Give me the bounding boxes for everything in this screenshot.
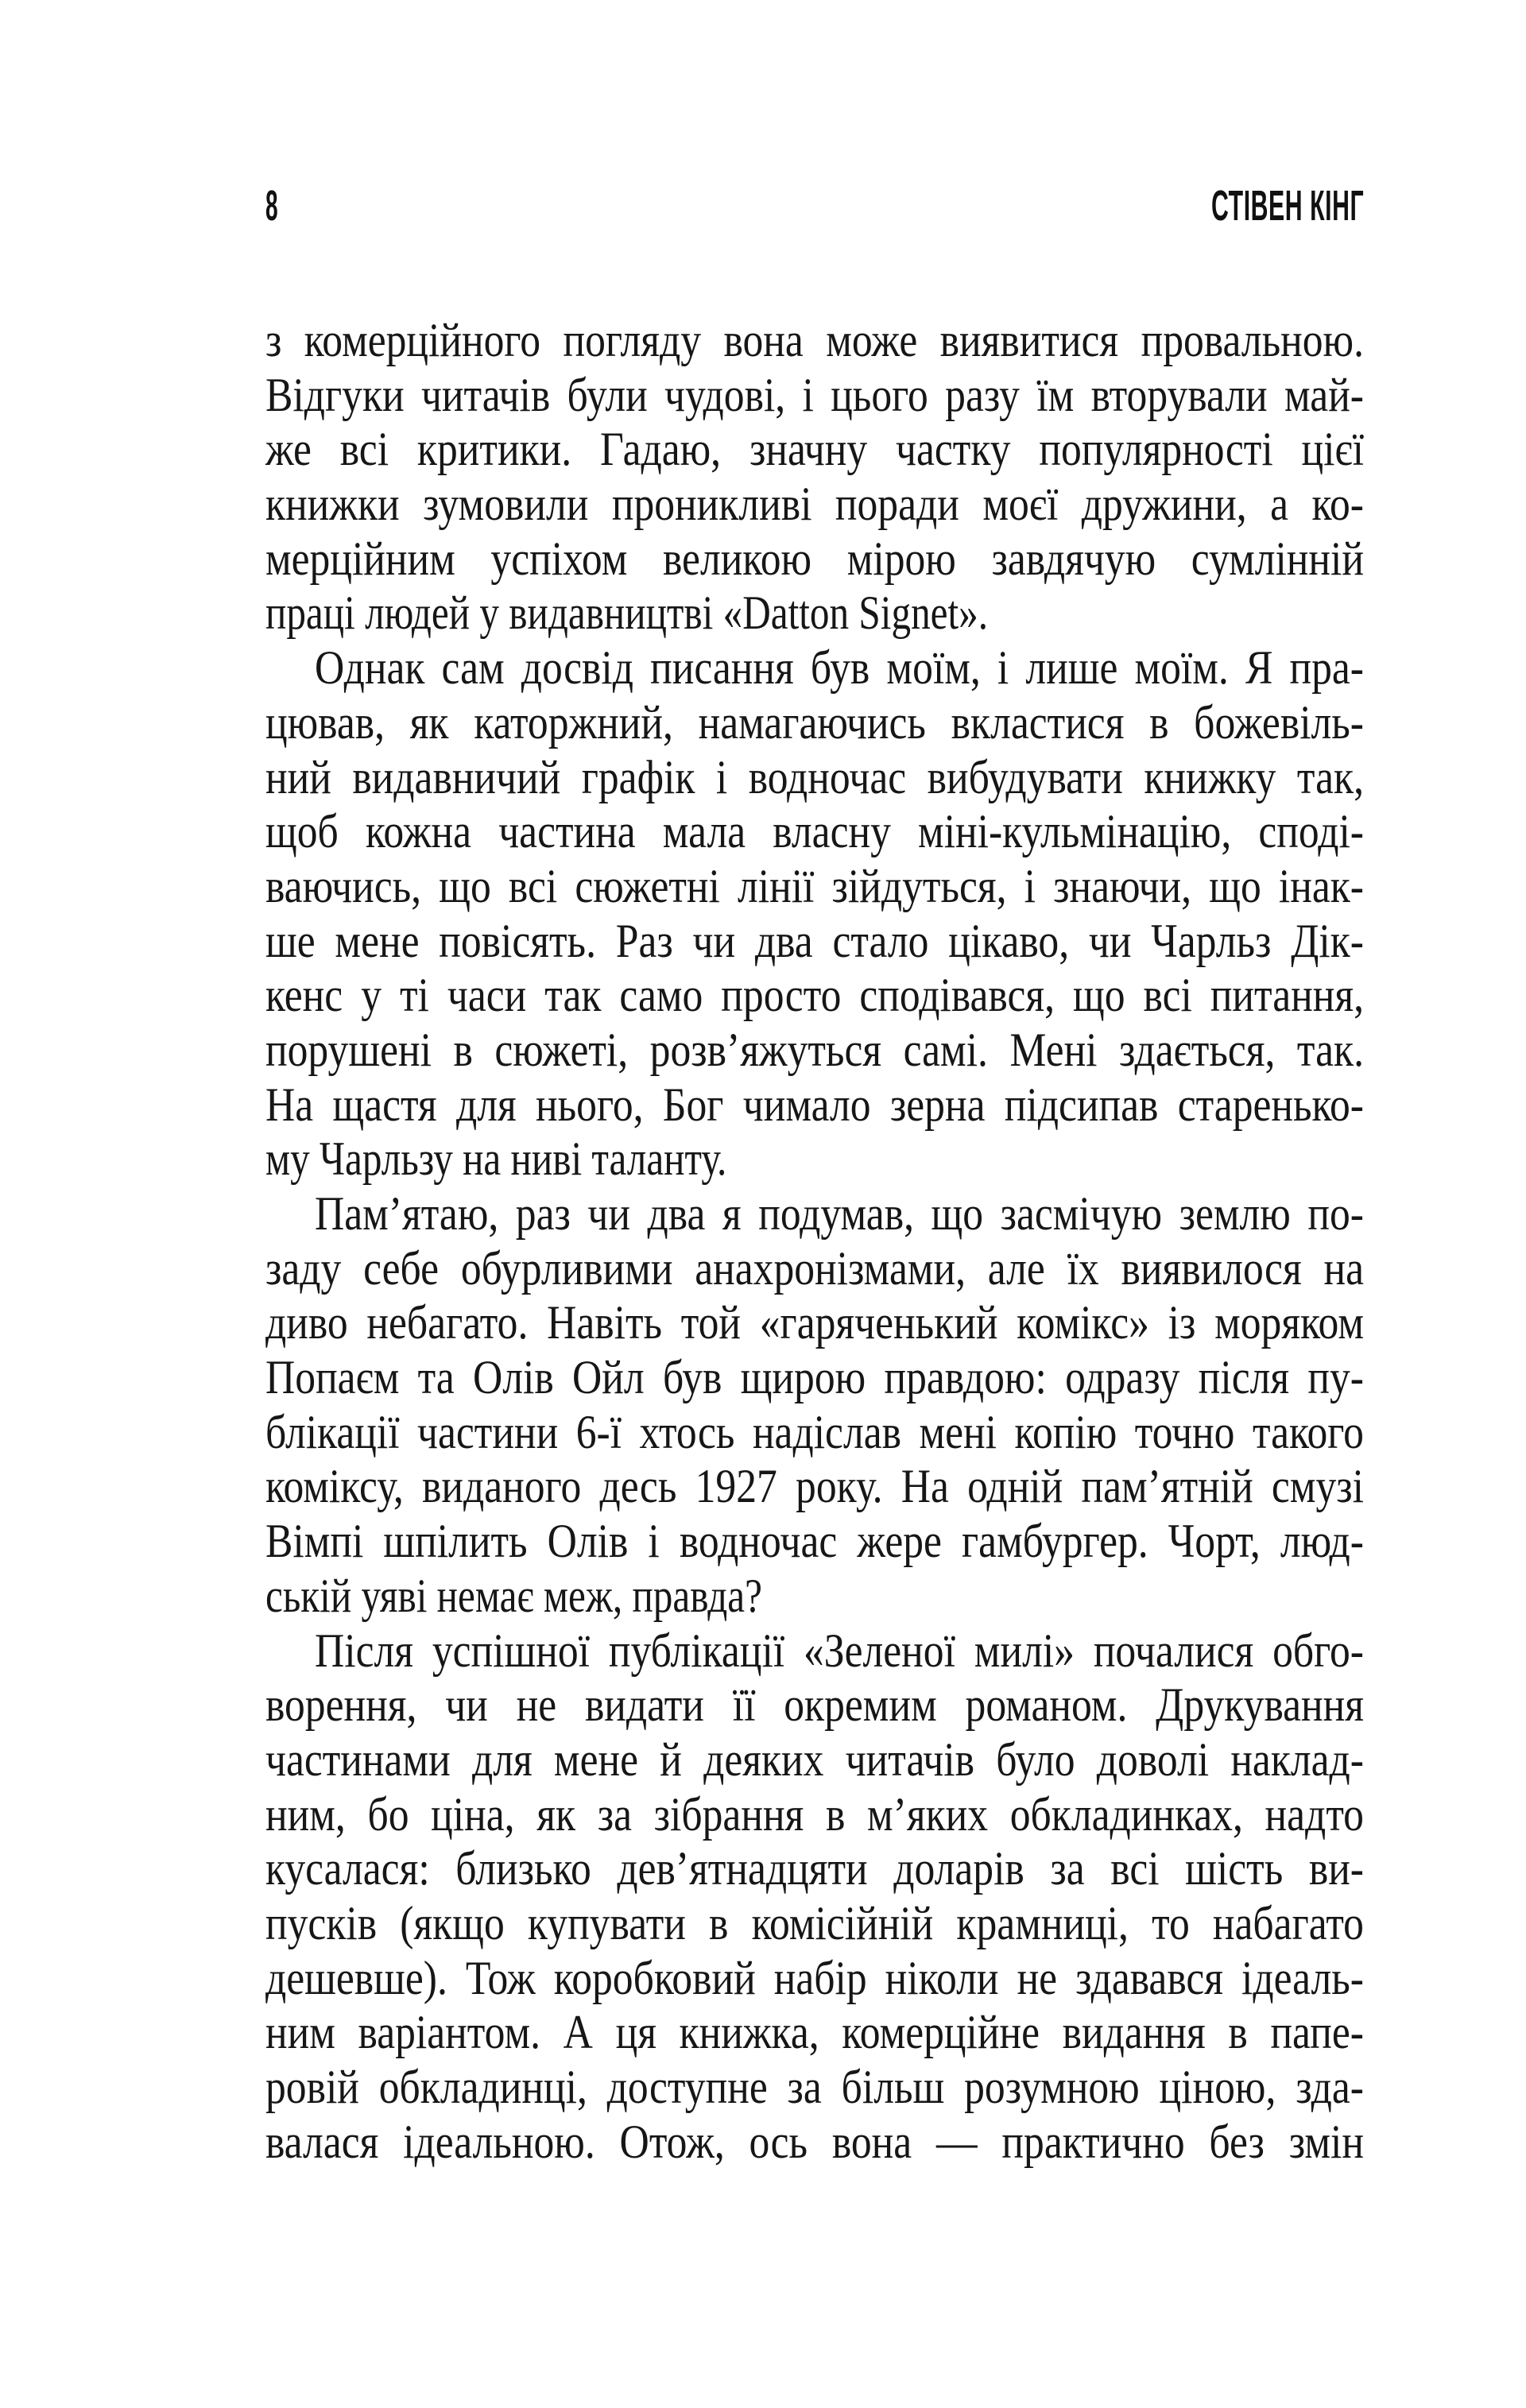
- text-line: [265, 1787, 1364, 1842]
- text-line-content: кенс у ті часи так само просто сподівався, що всі питання,: [265, 969, 1364, 1022]
- text-line: [265, 2060, 1364, 2115]
- text-line-content: ним варіантом. А ця книжка, комерційне видання в папе-: [265, 2006, 1364, 2059]
- text-line: [265, 1678, 1364, 1732]
- text-line-content: заду себе обурливими анахронізмами, але їх виявилося на: [265, 1241, 1364, 1295]
- paragraph: [265, 1624, 1364, 2170]
- text-line: [265, 532, 1364, 587]
- text-line-content: Вімпі шпілить Олів і водночас жере гамбургер. Чорт, люд-: [265, 1515, 1364, 1568]
- text-line-content: Пам’ятаю, раз чи два я подумав, що засмічую землю по-: [315, 1187, 1364, 1240]
- text-line: [265, 804, 1364, 859]
- text-line: [265, 1732, 1364, 1787]
- text-line-content: коміксу, виданого десь 1927 року. На одній пам’ятній смузі: [265, 1460, 1364, 1513]
- paragraph: [265, 1187, 1364, 1624]
- text-line: [265, 1295, 1364, 1350]
- text-line-content: книжки зумовили проникливі поради моєї дружини, а ко-: [265, 478, 1364, 531]
- text-line-content: з комерційного погляду вона може виявитися провальною.: [265, 314, 1364, 366]
- text-line-content: дешевше). Тож коробковий набір ніколи не здавався ідеаль-: [265, 1951, 1364, 2004]
- text-line: [265, 1023, 1364, 1078]
- text-line: [265, 1896, 1364, 1951]
- text-line-content: диво небагато. Навіть той «гаряченький комікс» із моряком: [265, 1296, 1364, 1349]
- text-line: [265, 750, 1364, 805]
- text-line: [265, 1951, 1364, 2006]
- text-line-content: Однак сам досвід писання був моїм, і лише моїм. Я пра-: [315, 641, 1364, 695]
- text-line-content: Відгуки читачів були чудові, і цього разу їм вторували май-: [265, 368, 1364, 421]
- text-line: [265, 914, 1364, 969]
- text-line: [265, 1405, 1364, 1460]
- text-line: [265, 1624, 1364, 1678]
- text-line-content: Після успішної публікації «Зеленої милі» почалися обго-: [315, 1624, 1364, 1677]
- running-head-author: СТІВЕН КІНГ: [1210, 182, 1364, 230]
- text-line: [265, 2115, 1364, 2170]
- text-line: [265, 368, 1364, 423]
- text-line-content: ській уяві немає меж, правда?: [265, 1569, 762, 1622]
- text-line-content: частинами для мене й деяких читачів було доволі наклад-: [265, 1732, 1364, 1786]
- text-line: [265, 1841, 1364, 1896]
- running-head: [265, 182, 1364, 230]
- text-line: [265, 1241, 1364, 1296]
- text-line: [265, 313, 1364, 368]
- text-line-content: праці людей у видавництві «Datton Signet».: [265, 587, 989, 640]
- text-line-content: пусків (якщо купувати в комісійній крамниці, то набагато: [265, 1896, 1364, 1949]
- text-line-content: порушені в сюжеті, розв’яжуться самі. Мені здається, так.: [265, 1023, 1364, 1076]
- text-line-content: ваючись, що всі сюжетні лінії зійдуться, і знаючи, що інак-: [265, 859, 1364, 912]
- text-line: [265, 641, 1364, 695]
- text-line-content: блікації частини 6-ї хтось надіслав мені копію точно такого: [265, 1405, 1364, 1458]
- text-line: [265, 422, 1364, 477]
- text-line-content: же всі критики. Гадаю, значну частку популярності цієї: [265, 423, 1364, 476]
- text-line: [265, 968, 1364, 1023]
- text-line-content: ворення, чи не видати її окремим романом. Друкування: [265, 1678, 1364, 1732]
- text-line-content: цював, як каторжний, намагаючись вкластися в божевіль-: [265, 695, 1364, 749]
- text-line-content: ровій обкладинці, доступне за більш розумною ціною, зда-: [265, 2061, 1364, 2113]
- text-line: [265, 1187, 1364, 1241]
- text-line-content: щоб кожна частина мала власну міні-кульмінацію, споді-: [265, 805, 1364, 858]
- text-line: [265, 2005, 1364, 2060]
- text-line-content: валася ідеальною. Отож, ось вона — практично без змін: [265, 2115, 1364, 2168]
- paragraph: [265, 641, 1364, 1187]
- text-line-content: мерційним успіхом великою мірою завдячую сумлінній: [265, 532, 1364, 585]
- paragraph: [265, 313, 1364, 641]
- text-line: [265, 1132, 1364, 1187]
- page-number: 8: [265, 182, 278, 230]
- text-line: [265, 1514, 1364, 1569]
- text-line-content: ше мене повісять. Раз чи два стало цікаво, чи Чарльз Дік-: [265, 914, 1364, 967]
- text-line: [265, 586, 1364, 641]
- text-line: [265, 1350, 1364, 1405]
- text-line: [265, 1078, 1364, 1132]
- body-text: [265, 313, 1364, 2169]
- text-line-content: кусалася: близько дев’ятнадцяти доларів за всі шість ви-: [265, 1842, 1364, 1895]
- text-line-content: На щастя для нього, Бог чимало зерна підсипав старенько-: [265, 1078, 1364, 1131]
- text-line: [265, 477, 1364, 532]
- text-line-content: ним, бо ціна, як за зібрання в м’яких обкладинках, надто: [265, 1787, 1364, 1841]
- text-line: [265, 1459, 1364, 1514]
- text-line: [265, 695, 1364, 750]
- text-line-content: ний видавничий графік і водночас вибудувати книжку так,: [265, 750, 1364, 803]
- text-line-content: Попаєм та Олів Ойл був щирою правдою: одразу після пу-: [265, 1351, 1364, 1404]
- text-line: [265, 1569, 1364, 1624]
- text-line-content: му Чарльзу на ниві таланту.: [265, 1132, 727, 1186]
- text-line: [265, 859, 1364, 914]
